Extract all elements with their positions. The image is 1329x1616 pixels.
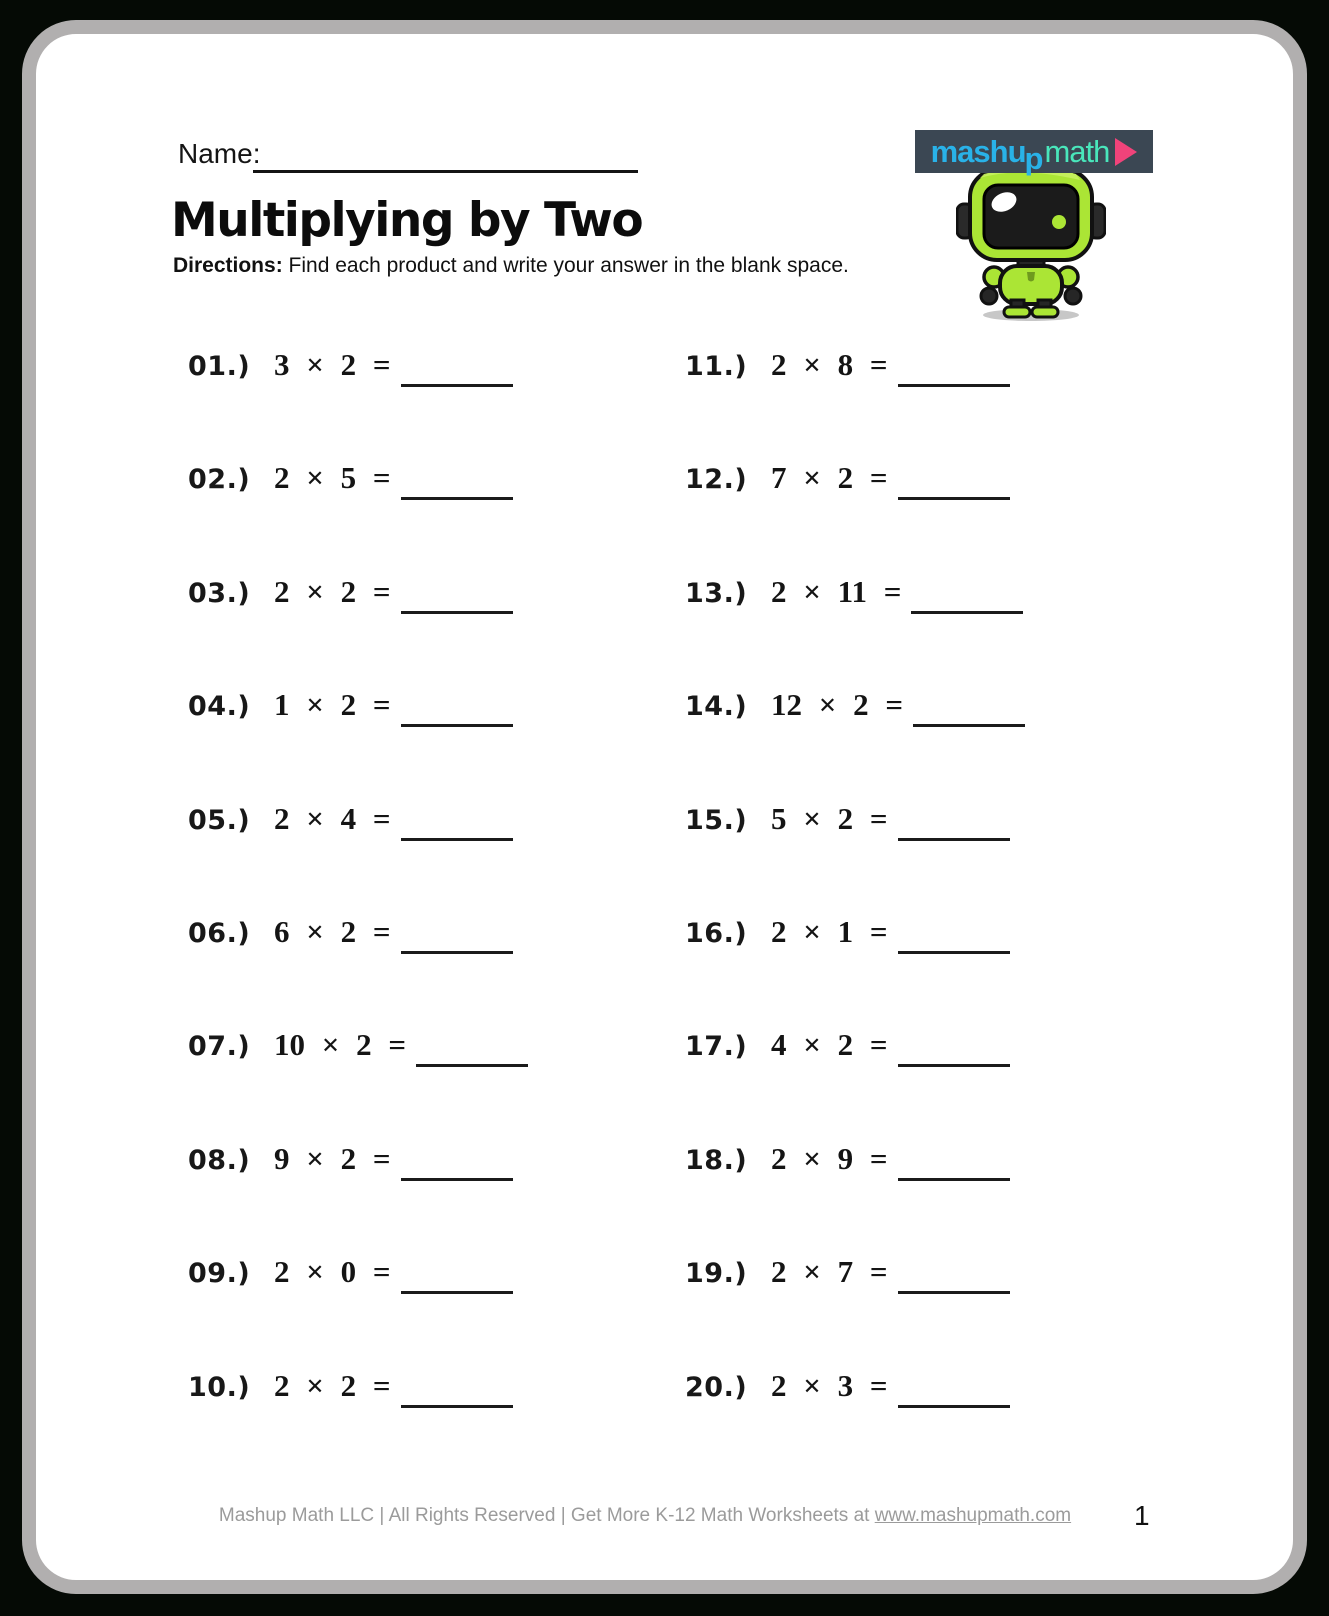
problem-number: 13.) [685,578,748,609]
problem-number: 03.) [188,578,251,609]
problem-row-16 [685,914,1010,956]
play-icon [1115,138,1137,166]
answer-blank [898,1381,1010,1408]
footer-link[interactable]: www.mashupmath.com [874,1505,1072,1526]
answer-blank [401,360,513,387]
problem-number: 04.) [188,691,251,722]
name-label: Name: [178,138,261,169]
problem-expression: 1 × 2 = [274,687,391,722]
problem-row-18 [685,1141,1010,1183]
problem-row-10 [188,1368,513,1410]
answer-blank [401,1381,513,1408]
problem-row-02 [188,460,513,502]
problem-number: 08.) [188,1145,251,1176]
answer-blank [401,1267,513,1294]
problem-row-05 [188,801,513,843]
problem-row-01 [188,347,513,389]
problem-number: 16.) [685,918,748,949]
problem-row-12 [685,460,1010,502]
answer-blank [898,1154,1010,1181]
problem-number: 06.) [188,918,251,949]
logo-word-math: math [1044,133,1110,169]
problem-number: 12.) [685,464,748,495]
answer-blank [401,473,513,500]
problem-number: 05.) [188,805,251,836]
problem-number: 19.) [685,1258,748,1289]
problem-expression: 2 × 9 = [771,1141,888,1176]
footer [219,1505,1071,1527]
problem-number: 18.) [685,1145,748,1176]
problem-row-17 [685,1027,1010,1069]
answer-blank [416,1040,528,1067]
problem-number: 17.) [685,1031,748,1062]
problem-row-20 [685,1368,1010,1410]
logo-word-mashup: mashu [930,133,1026,169]
problem-row-08 [188,1141,513,1183]
problem-row-14 [685,687,1025,729]
answer-blank [898,1040,1010,1067]
page-title: Multiplying by Two [171,193,643,248]
problem-row-11 [685,347,1010,389]
problem-expression: 2 × 11 = [771,574,902,609]
problem-row-19 [685,1254,1010,1296]
problem-expression: 5 × 2 = [771,801,888,836]
answer-blank [898,927,1010,954]
logo-letter-p: p [1024,140,1044,176]
problem-expression: 2 × 2 = [274,574,391,609]
problem-expression: 2 × 8 = [771,347,888,382]
answer-blank [898,360,1010,387]
problem-expression: 2 × 0 = [274,1254,391,1289]
problem-row-09 [188,1254,513,1296]
answer-blank [898,1267,1010,1294]
problem-row-06 [188,914,513,956]
problem-number: 15.) [685,805,748,836]
page-number: 1 [1134,1500,1150,1531]
problem-row-07 [188,1027,528,1069]
problem-expression: 4 × 2 = [771,1027,888,1062]
problem-row-13 [685,574,1023,616]
problem-number: 20.) [685,1372,748,1403]
problem-number: 01.) [188,351,251,382]
mashupmath-logo [915,130,1153,176]
answer-blank [913,700,1025,727]
robot-mascot [956,164,1106,322]
problem-number: 14.) [685,691,748,722]
problem-row-04 [188,687,513,729]
problem-expression: 7 × 2 = [771,460,888,495]
problem-expression: 12 × 2 = [771,687,904,722]
problem-expression: 3 × 2 = [274,347,391,382]
answer-blank [898,814,1010,841]
directions-label: Directions: [173,254,283,277]
answer-blank [911,587,1023,614]
problem-expression: 10 × 2 = [274,1027,407,1062]
problem-expression: 2 × 3 = [771,1368,888,1403]
problem-row-15 [685,801,1010,843]
problem-row-03 [188,574,513,616]
problem-number: 02.) [188,464,251,495]
answer-blank [401,587,513,614]
answer-blank [401,700,513,727]
problem-expression: 2 × 5 = [274,460,391,495]
problem-number: 07.) [188,1031,251,1062]
answer-blank [401,927,513,954]
problem-number: 10.) [188,1372,251,1403]
answer-blank [401,814,513,841]
answer-blank [401,1154,513,1181]
problem-expression: 2 × 1 = [771,914,888,949]
problem-number: 09.) [188,1258,251,1289]
directions-text: Find each product and write your answer in the blank space. [282,254,849,277]
answer-blank [898,473,1010,500]
problem-expression: 9 × 2 = [274,1141,391,1176]
problem-expression: 2 × 7 = [771,1254,888,1289]
footer-text: Mashup Math LLC | All Rights Reserved | Get More K-12 Math Worksheets at [218,1505,875,1526]
problem-expression: 2 × 2 = [274,1368,391,1403]
problem-expression: 6 × 2 = [274,914,391,949]
problem-number: 11.) [685,351,748,382]
problem-expression: 2 × 4 = [274,801,391,836]
